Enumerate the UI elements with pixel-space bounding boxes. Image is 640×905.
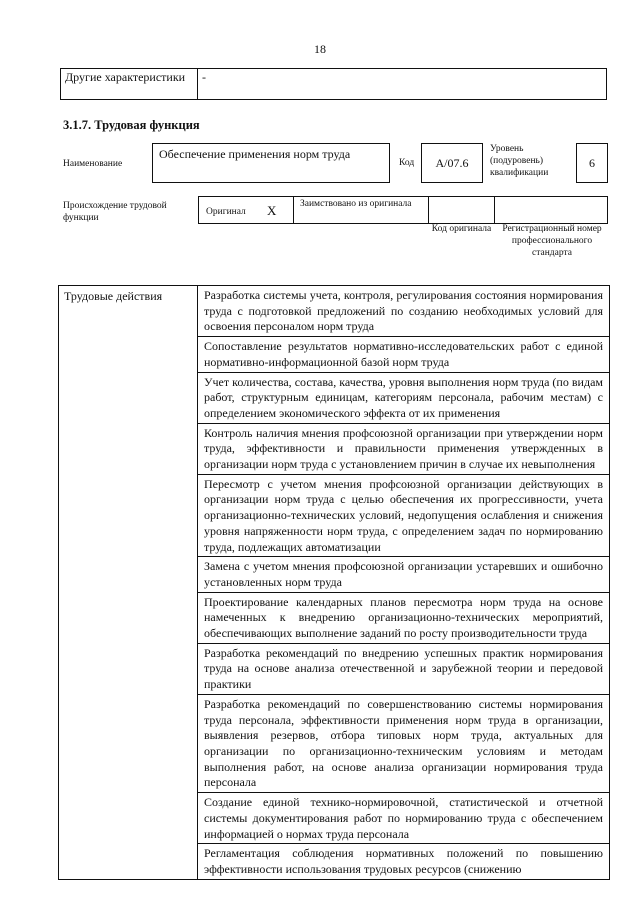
origin-borrowed-box — [293, 196, 429, 224]
original-label: Оригинал — [206, 207, 246, 217]
origin-original-box — [198, 196, 294, 224]
labor-action-item: Разработка системы учета, контроля, регулирования состояния нормирования труда с подготовкой предложений по созданию необходимых условий для освоения персоналом норм труда — [198, 286, 610, 337]
code-original-box — [428, 196, 495, 224]
name-value: Обеспечение применения норм труда — [152, 143, 390, 183]
table-row — [59, 286, 610, 337]
labor-action-item: Проектирование календарных планов пересмотра норм труда на основе намеченных к внедрению организационно-технических мероприятий, обеспечивающих выполнение заданий по росту производительности труда — [198, 592, 610, 643]
labor-actions-label: Трудовые действия — [59, 286, 198, 880]
original-mark: X — [267, 203, 277, 218]
other-characteristics-value: - — [198, 69, 607, 100]
labor-action-item: Разработка рекомендаций по внедрению успешных практик нормирования труда на основе анализа отечественной и зарубежной теории и передовой практики — [198, 643, 610, 694]
labor-action-item: Пересмотр с учетом мнения профсоюзной организации действующих в организации норм труда с целью обеспечения их прогрессивности, учета организационно-технических условий, недопущения ослабления и снижения уровня напряженности норм труда, с определением задач по нормированию труда, подлежащих автоматизации — [198, 474, 610, 557]
other-characteristics-label: Другие характеристики — [61, 69, 198, 100]
labor-actions-table — [58, 285, 610, 880]
page-number: 18 — [314, 42, 326, 56]
level-value: 6 — [576, 143, 608, 183]
labor-action-item: Разработка рекомендаций по совершенствованию системы нормирования труда персонала, эффективности применения норм труда в организации, выявления резервов, отбора типовых норм труда, актуальных для организации по организационно-техническим условиям и методам выполнения работ, на основе анализа организации нормирования труда персонала — [198, 694, 610, 792]
labor-action-item: Сопоставление результатов нормативно-исследовательских работ с единой нормативно-информационной базой норм труда — [198, 337, 610, 372]
labor-action-item: Учет количества, состава, качества, уровня выполнения норм труда (по видам работ, структурным единицам, категориям персонала, рабочим местам) с определением экономического эффекта от их применения — [198, 372, 610, 423]
origin-label: Происхождение трудовой функции — [63, 201, 167, 223]
borrowed-label: Заимствовано из оригинала — [300, 199, 412, 209]
other-characteristics-table — [60, 68, 607, 100]
labor-action-item: Создание единой технико-нормировочной, статистической и отчетной системы документирования работ по нормированию труда с обеспечением информацией о нормах труда персонала — [198, 793, 610, 844]
name-label: Наименование — [63, 159, 123, 169]
reg-number-caption: Регистрационный номер профессионального стандарта — [502, 224, 602, 258]
labor-action-item: Замена с учетом мнения профсоюзной организации устаревших и ошибочно установленных норм труда — [198, 557, 610, 592]
code-original-caption: Код оригинала — [431, 224, 492, 234]
code-value: A/07.6 — [421, 143, 483, 183]
labor-action-item: Регламентация соблюдения нормативных положений по повышению эффективности использования трудовых ресурсов (снижению — [198, 844, 610, 879]
reg-number-box — [494, 196, 608, 224]
section-heading: 3.1.7. Трудовая функция — [63, 118, 200, 132]
code-label: Код — [399, 158, 415, 168]
level-label: Уровень (подуровень) квалификации — [490, 144, 549, 178]
labor-action-item: Контроль наличия мнения профсоюзной организации при утверждении норм труда, эффективности и правильности применения утвержденных в организации норм труда с установлением причин в случае их невыполнения — [198, 423, 610, 474]
